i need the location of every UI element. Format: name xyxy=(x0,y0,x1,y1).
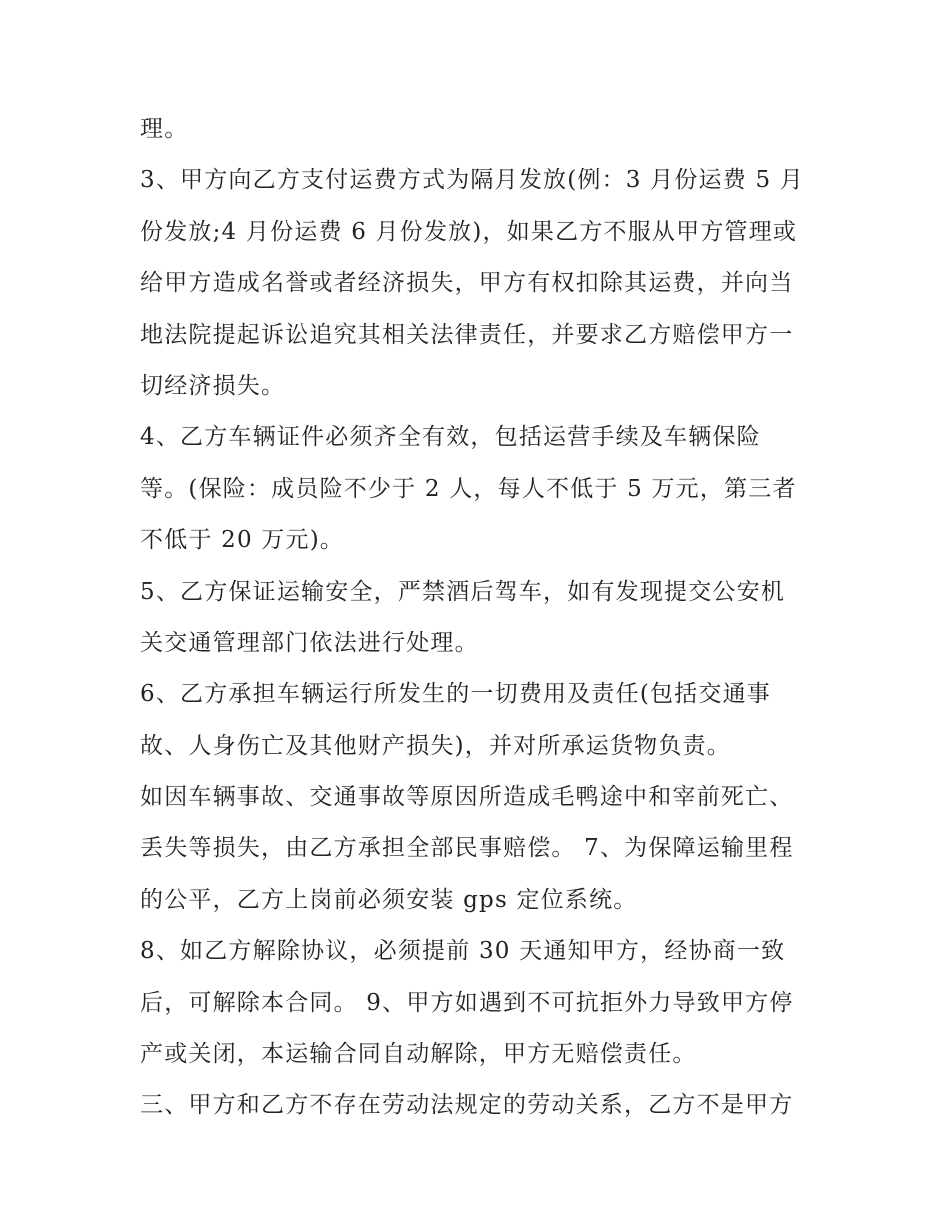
text-line: 6、乙方承担车辆运行所发生的一切费用及责任(包括交通事 xyxy=(140,681,772,708)
text-line: 丢失等损失，由乙方承担全部民事赔偿。 7、为保障运输里程 xyxy=(140,835,794,862)
text-line: 故、人身伤亡及其他财产损失)，并对所承运货物负责。 xyxy=(140,732,731,759)
text-line: 切经济损失。 xyxy=(140,372,286,399)
text-line: 份发放;4 月份运费 6 月份发放)，如果乙方不服从甲方管理或 xyxy=(140,218,798,245)
text-line: 3、甲方向乙方支付运费方式为隔月发放(例：3 月份运费 5 月 xyxy=(140,167,805,194)
text-line: 三、甲方和乙方不存在劳动法规定的劳动关系，乙方不是甲方 xyxy=(140,1092,794,1119)
text-line: 地法院提起诉讼追究其相关法律责任，并要求乙方赔偿甲方一 xyxy=(140,321,794,348)
text-line: 等。(保险：成员险不少于 2 人，每人不低于 5 万元，第三者 xyxy=(140,475,797,502)
text-line: 4、乙方车辆证件必须齐全有效，包括运营手续及车辆保险 xyxy=(140,424,761,451)
text-line: 的公平，乙方上岗前必须安装 gps 定位系统。 xyxy=(140,886,638,913)
text-line: 不低于 20 万元)。 xyxy=(140,527,345,554)
text-line: 如因车辆事故、交通事故等原因所造成毛鸭途中和宰前死亡、 xyxy=(140,784,794,811)
text-line: 给甲方造成名誉或者经济损失，甲方有权扣除其运费，并向当 xyxy=(140,270,794,297)
text-line: 后，可解除本合同。 9、甲方如遇到不可抗拒外力导致甲方停 xyxy=(140,989,794,1016)
text-line: 关交通管理部门依法进行处理。 xyxy=(140,629,479,656)
document-body xyxy=(140,104,830,1132)
text-line: 8、如乙方解除协议，必须提前 30 天通知甲方，经协商一致 xyxy=(140,938,786,965)
text-line: 理。 xyxy=(140,116,189,142)
text-line: 产或关闭，本运输合同自动解除，甲方无赔偿责任。 xyxy=(140,1041,697,1068)
text-line: 5、乙方保证运输安全，严禁酒后驾车，如有发现提交公安机 xyxy=(140,578,786,605)
